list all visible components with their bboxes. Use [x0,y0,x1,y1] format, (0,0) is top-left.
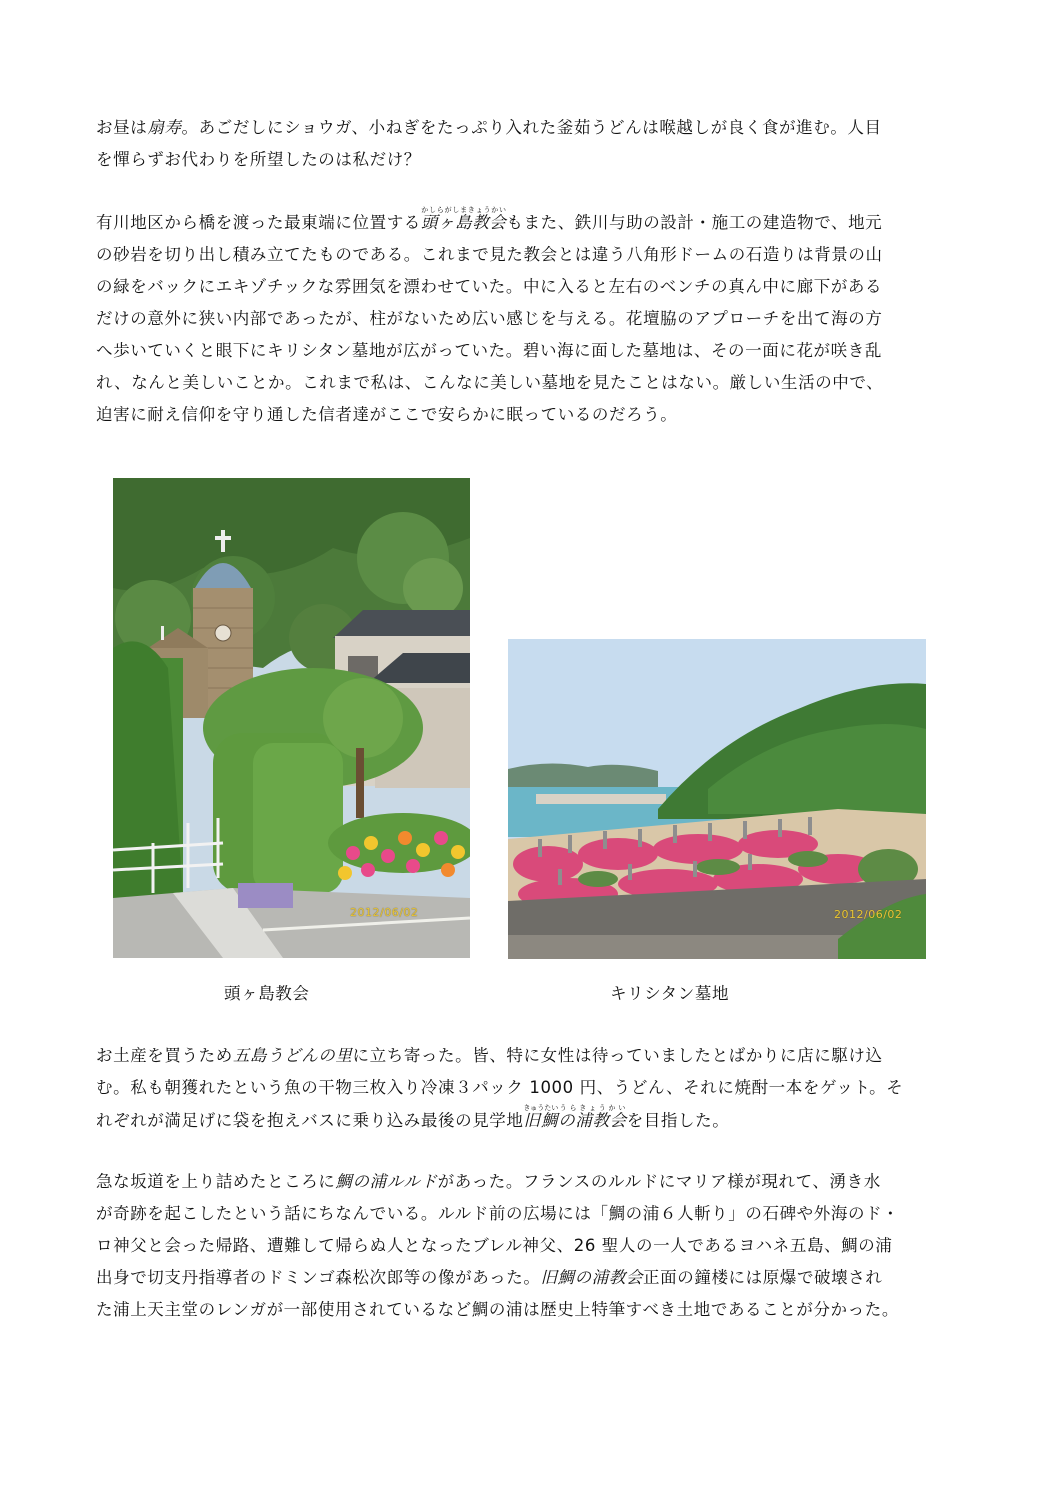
ruby-text: かしらがしまきょうかい [420,206,507,214]
text-segment: 。あごだしにショウガ、小ねぎをたっぷり入れた釜茹うどんは喉越しが良く食が進む。人目 [181,118,882,137]
text-line [96,1040,956,1072]
text-segment: に立ち寄った。皆、特に女性は待っていましたとばかりに店に駆け込 [352,1046,883,1065]
text-segment: を目指した。 [626,1111,730,1130]
ruby-base: 旧鯛 [523,1111,559,1130]
text-segment: もまた、鉄川与助の設計・施工の建造物で、地元 [506,213,883,232]
text-line [96,206,956,239]
text-segment: お土産を買うため [96,1046,233,1065]
text-segment: があった。フランスのルルドにマリア様が現れて、湧き水 [437,1172,881,1191]
text-line: れ、なんと美しいことか。これまで私は、こんなに美しい墓地を見たことはない。厳しい生活の中で、 [96,373,884,392]
text-line: を憚らずお代わりを所望したのは私だけ？ [96,150,421,169]
paragraph-souvenir [96,1040,956,1137]
paragraph-lourdes [96,1166,956,1326]
text-line [96,1166,956,1198]
text-line [96,1262,956,1294]
text-line: へ歩いていくと眼下にキリシタン墓地が広がっていた。碧い海に面した墓地は、その一面に花が咲き乱 [96,341,882,360]
cemetery-photo [508,639,926,959]
text-segment: れぞれが満足げに袋を抱えバスに乗り込み最後の見学地 [96,1111,524,1130]
text-line: ロ神父と会った帰路、遭難して帰らぬ人となったブレル神父、26 聖人の一人であるヨハネ五島、鯛の浦 [96,1236,893,1255]
text-segment: お昼は [96,118,148,137]
church-photo-caption: 頭ヶ島教会 [224,984,310,1003]
ruby-text: うらきょうかい [558,1104,627,1112]
church-name-ruby [420,206,507,232]
church-name-ruby [558,1104,627,1130]
text-segment: 有川地区から橋を渡った最東端に位置する [96,213,421,232]
place-name: 鯛の浦ルルド [335,1172,438,1191]
shop-name: 五島うどんの里 [232,1046,353,1065]
text-line: む。私も朝獲れたという魚の干物三枚入り冷凍３パック 1000 円、うどん、それに焼酎一本をゲット。そ [96,1078,904,1097]
text-line: だけの意外に狭い内部であったが、柱がないため広い感じを与える。花壇脇のアプローチを出て海の方 [96,309,883,328]
text-line: の緑をバックにエキゾチックな雰囲気を漂わせていた。中に入ると左右のベンチの真ん中に廊下がある [96,277,883,296]
church-photo [113,478,470,958]
cemetery-photo-caption: キリシタン墓地 [610,984,730,1003]
date-stamp: 2012/06/02 [834,908,903,921]
ruby-text: きゅうたい [523,1104,559,1112]
text-line: た浦上天主堂のレンガが一部使用されているなど鯛の浦は歴史上特筆すべき土地であることが分かった。 [96,1300,899,1319]
date-stamp: 2012/06/02 [350,906,419,919]
ruby-base: の浦教会 [558,1111,627,1130]
restaurant-name: 扇寿 [147,118,182,137]
text-segment: 急な坂道を上り詰めたところに [96,1172,336,1191]
ruby-base: 頭ヶ島教会 [420,213,507,232]
paragraph-lunch [96,112,956,176]
text-line [96,112,956,144]
paragraph-kashiragashima [96,206,956,431]
church-name: 旧鯛の浦教会 [540,1268,644,1287]
text-line: 迫害に耐え信仰を守り通した信者達がここで安らかに眠っているのだろう。 [96,405,678,424]
text-line: が奇跡を起こしたという話にちなんでいる。ルルド前の広場には「鯛の浦６人斬り」の石碑や外海のド・ [96,1204,900,1223]
text-segment: 出身で切支丹指導者のドミンゴ森松次郎等の像があった。 [96,1268,541,1287]
church-photo-image [113,478,470,958]
text-segment: 正面の鐘楼には原爆で破壊され [643,1268,883,1287]
church-name-ruby [523,1104,559,1130]
text-line [96,1104,956,1137]
text-line: の砂岩を切り出し積み立てたものである。これまで見た教会とは違う八角形ドームの石造りは背景の山 [96,245,883,264]
